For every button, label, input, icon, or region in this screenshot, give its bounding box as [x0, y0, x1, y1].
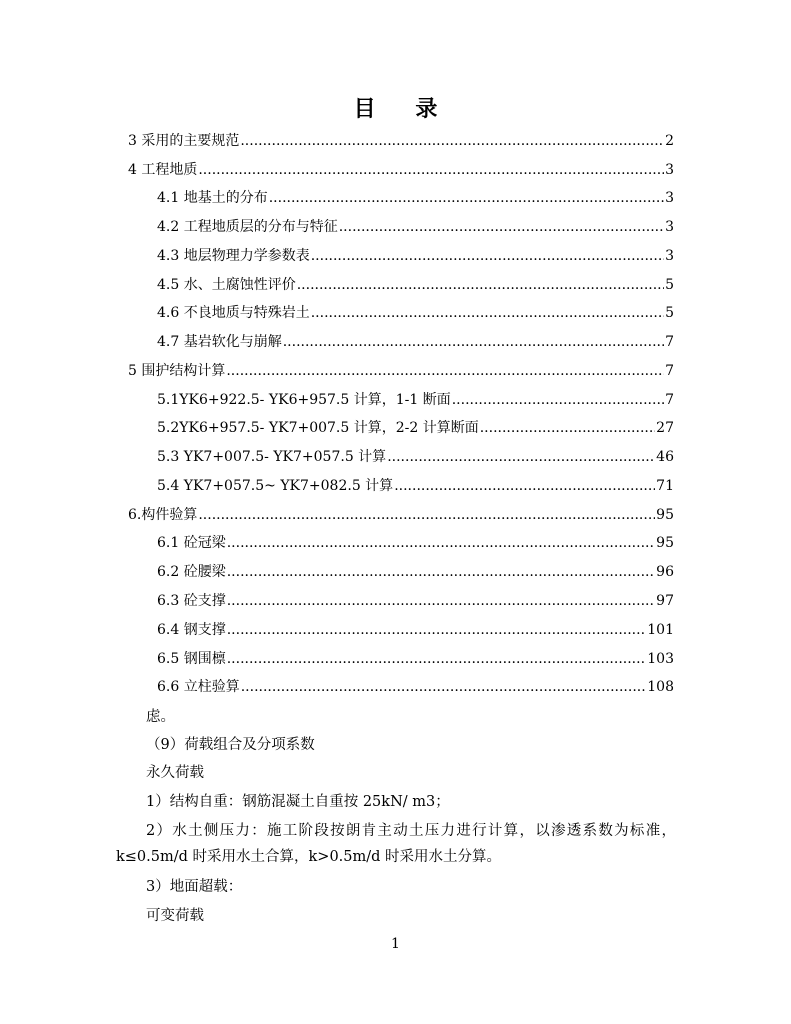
- toc-leader-dots: [339, 217, 664, 237]
- body-paragraph: 3）地面超载：: [146, 879, 243, 895]
- toc-entry-label: 4.5 水、土腐蚀性评价: [157, 277, 296, 293]
- toc-entry[interactable]: [128, 357, 674, 381]
- toc-entry-page: 3: [665, 162, 674, 178]
- toc-entry-page: 5: [665, 305, 674, 321]
- toc-entry-page: 7: [665, 334, 674, 350]
- toc-entry-page: 27: [656, 420, 674, 436]
- toc-entry[interactable]: [157, 472, 674, 496]
- toc-entry-label: 4.6 不良地质与特殊岩土: [157, 305, 310, 321]
- toc-leader-dots: [297, 275, 664, 295]
- toc-entry-label: 6.6 立柱验算: [157, 679, 240, 695]
- toc-entry[interactable]: [128, 156, 674, 180]
- toc-entry-label: 5 围护结构计算: [128, 363, 226, 379]
- toc-entry-page: 101: [647, 622, 674, 638]
- toc-entry-page: 97: [656, 593, 674, 609]
- toc-entry[interactable]: [157, 587, 674, 611]
- toc-entry-label: 3 采用的主要规范: [128, 133, 240, 149]
- toc-entry-label: 6.1 砼冠梁: [157, 535, 226, 551]
- toc-leader-dots: [311, 303, 664, 323]
- body-paragraph: 2）水土侧压力：施工阶段按朗肯主动土压力进行计算，以渗透系数为标准，: [146, 823, 676, 839]
- toc-leader-dots: [227, 533, 655, 553]
- page-title: 目 录: [353, 97, 454, 122]
- toc-entry[interactable]: [157, 386, 674, 410]
- toc-entry-page: 71: [656, 478, 674, 494]
- toc-leader-dots: [227, 649, 647, 669]
- toc-entry-page: 7: [665, 363, 674, 379]
- toc-leader-dots: [394, 476, 655, 496]
- toc-entry[interactable]: [157, 328, 674, 352]
- toc-leader-dots: [269, 188, 664, 208]
- toc-entry-page: 95: [656, 507, 674, 523]
- toc-leader-dots: [198, 505, 655, 525]
- toc-entry-label: 5.4 YK7+057.5~ YK7+082.5 计算: [157, 478, 394, 494]
- toc-entry-page: 103: [647, 651, 674, 667]
- toc-leader-dots: [227, 591, 655, 611]
- toc-entry-page: 3: [665, 248, 674, 264]
- toc-entry[interactable]: [157, 271, 674, 295]
- toc-entry-label: 6.3 砼支撑: [157, 593, 226, 609]
- toc-entry-label: 6.2 砼腰梁: [157, 564, 226, 580]
- toc-entry[interactable]: [157, 616, 674, 640]
- page-number: 1: [391, 936, 400, 952]
- toc-entry[interactable]: [157, 529, 674, 553]
- toc-entry-label: 4.2 工程地质层的分布与特征: [157, 219, 338, 235]
- toc-leader-dots: [311, 246, 664, 266]
- toc-leader-dots: [240, 131, 664, 151]
- toc-leader-dots: [227, 620, 647, 640]
- toc-entry-label: 6.构件验算: [128, 507, 198, 523]
- toc-entry-label: 6.4 钢支撑: [157, 622, 226, 638]
- toc-entry[interactable]: [157, 213, 674, 237]
- body-paragraph: 永久荷载: [146, 765, 204, 781]
- toc-entry-label: 5.3 YK7+007.5- YK7+057.5 计算: [157, 449, 387, 465]
- section-heading: （9）荷载组合及分项系数: [146, 737, 315, 753]
- toc-leader-dots: [198, 160, 664, 180]
- toc-entry-label: 4.1 地基土的分布: [157, 190, 268, 206]
- toc-entry-page: 95: [656, 535, 674, 551]
- toc-entry[interactable]: [157, 299, 674, 323]
- toc-entry[interactable]: [128, 501, 674, 525]
- toc-entry-label: 4.3 地层物理力学参数表: [157, 248, 310, 264]
- body-paragraph: 1）结构自重：钢筋混凝土自重按 25kN/ m3；: [146, 794, 450, 810]
- body-paragraph: 虑。: [146, 709, 175, 725]
- body-paragraph: k≤0.5m/d 时采用水土合算，k>0.5m/d 时采用水土分算。: [116, 849, 502, 865]
- toc-entry[interactable]: [157, 184, 674, 208]
- toc-entry-label: 5.2YK6+957.5- YK7+007.5 计算，2-2 计算断面: [157, 420, 479, 436]
- body-paragraph: 可变荷载: [146, 908, 204, 924]
- toc-entry[interactable]: [157, 645, 674, 669]
- toc-leader-dots: [480, 418, 655, 438]
- toc-entry[interactable]: [157, 414, 674, 438]
- toc-leader-dots: [452, 390, 664, 410]
- toc-leader-dots: [241, 677, 647, 697]
- toc-entry[interactable]: [128, 127, 674, 151]
- toc-entry-page: 3: [665, 219, 674, 235]
- toc-entry-page: 108: [647, 679, 674, 695]
- toc-entry-page: 3: [665, 190, 674, 206]
- toc-entry-label: 5.1YK6+922.5- YK6+957.5 计算，1-1 断面: [157, 392, 451, 408]
- toc-entry-page: 2: [665, 133, 674, 149]
- toc-entry-label: 4.7 基岩软化与崩解: [157, 334, 282, 350]
- toc-leader-dots: [226, 361, 664, 381]
- toc-leader-dots: [227, 562, 655, 582]
- toc-leader-dots: [387, 447, 655, 467]
- toc-entry[interactable]: [157, 558, 674, 582]
- toc-leader-dots: [283, 332, 664, 352]
- toc-entry-page: 96: [656, 564, 674, 580]
- toc-entry-page: 46: [656, 449, 674, 465]
- toc-entry[interactable]: [157, 242, 674, 266]
- toc-entry-label: 4 工程地质: [128, 162, 198, 178]
- toc-entry-page: 5: [665, 277, 674, 293]
- toc-entry[interactable]: [157, 443, 674, 467]
- toc-entry-label: 6.5 钢围檩: [157, 651, 226, 667]
- toc-entry[interactable]: [157, 673, 674, 697]
- toc-entry-page: 7: [665, 392, 674, 408]
